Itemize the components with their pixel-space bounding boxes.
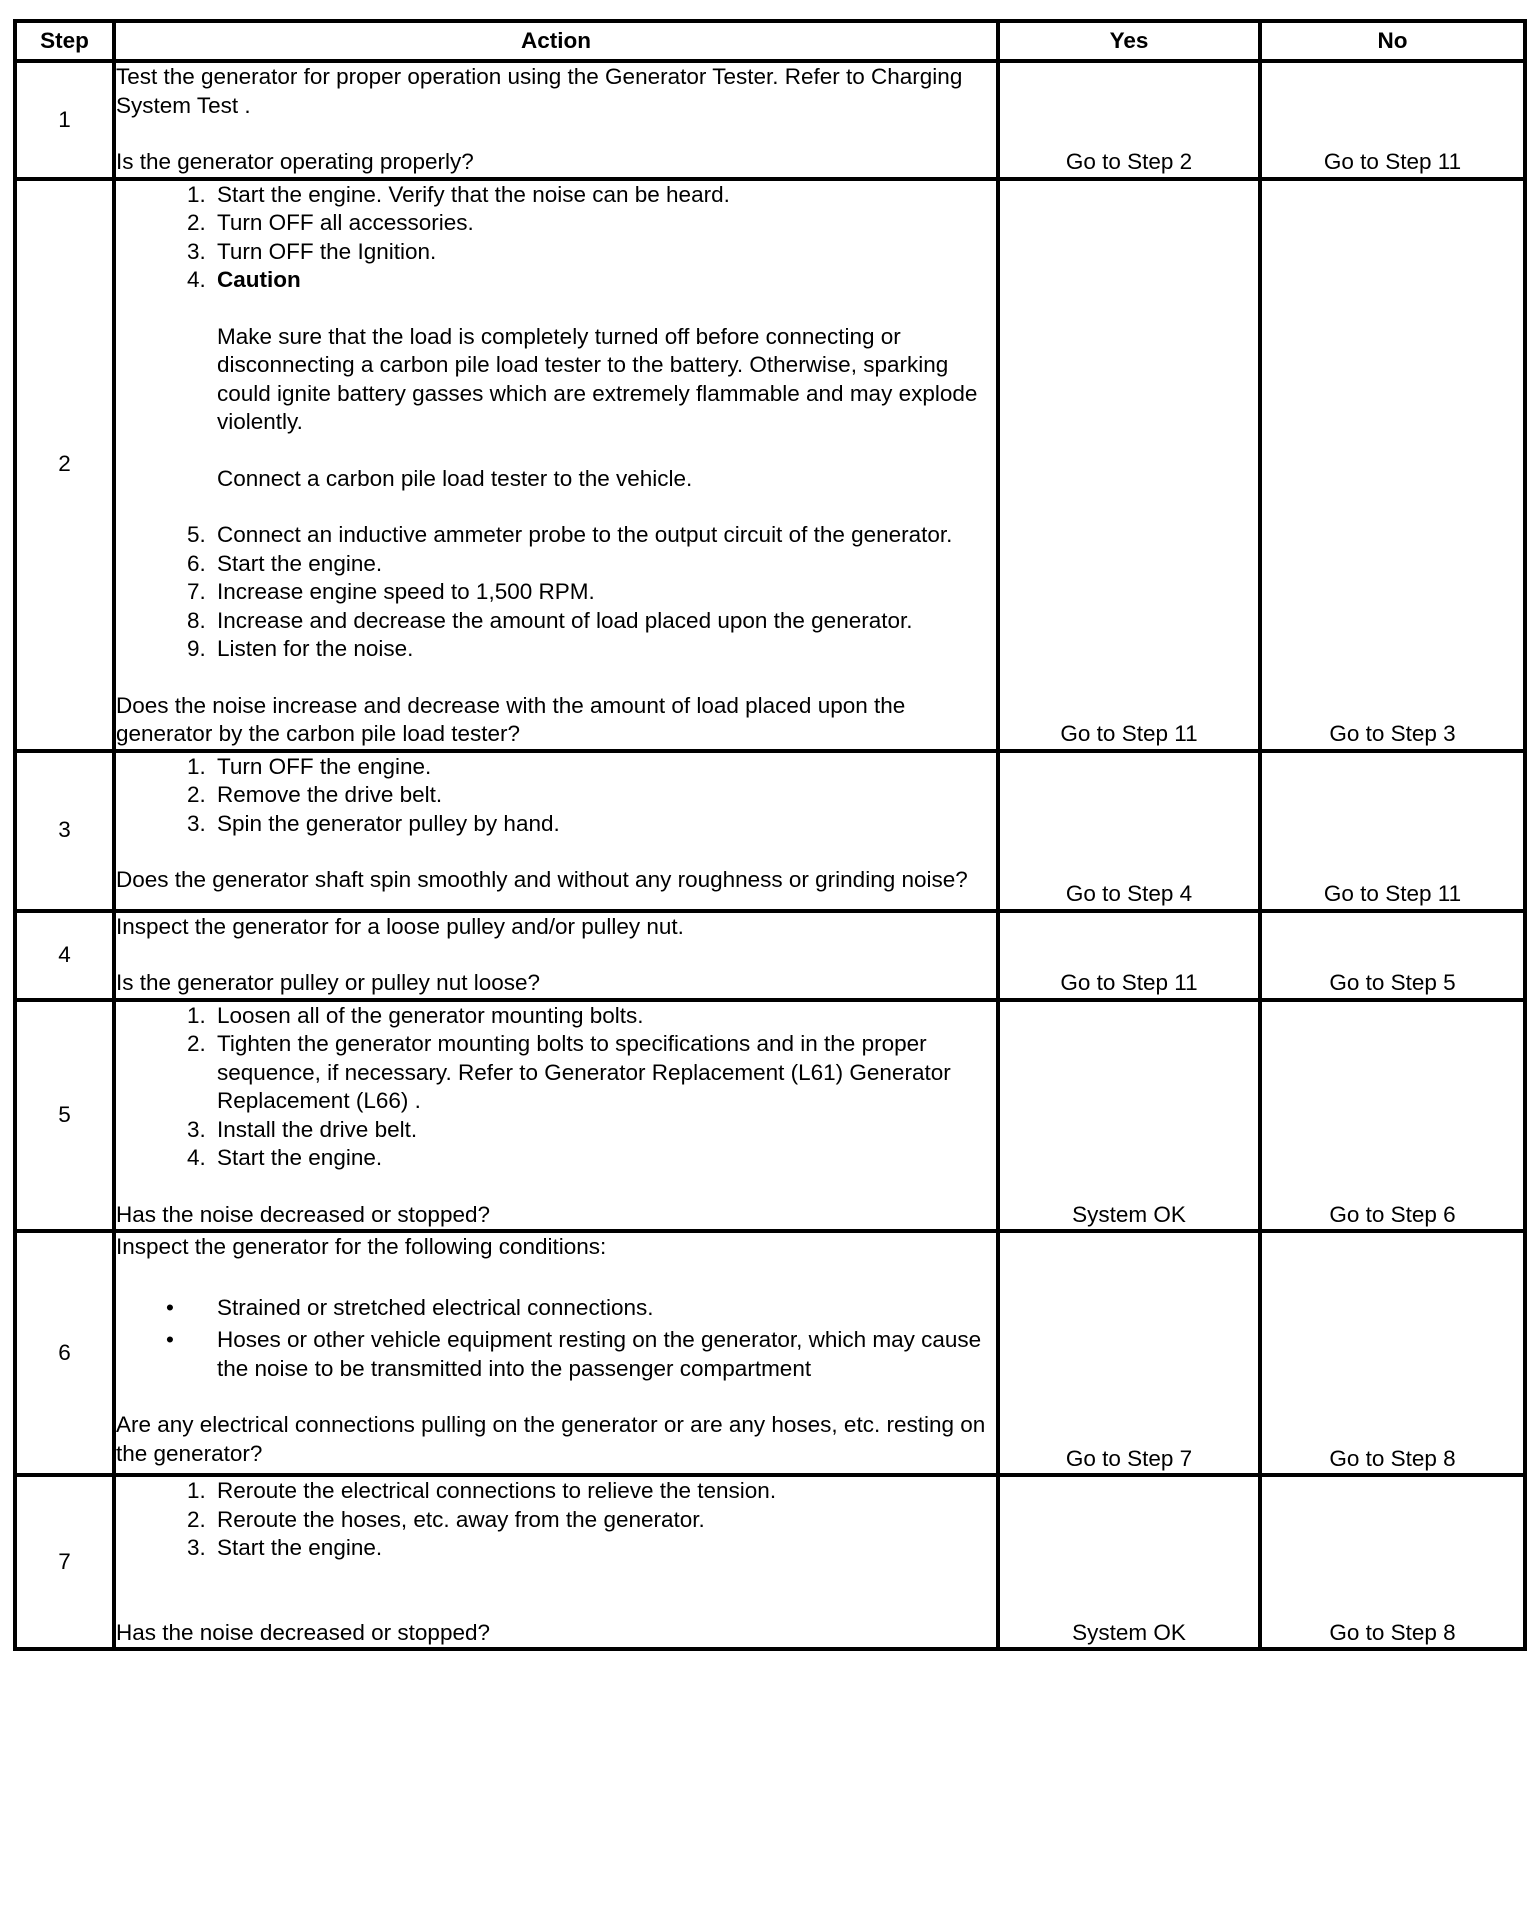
table-row xyxy=(15,61,1525,179)
numbered-list xyxy=(116,1477,996,1563)
list-item: 1. Start the engine. Verify that the noise can be heard. xyxy=(187,181,730,207)
action-question: Is the generator operating properly? xyxy=(116,149,474,174)
action-cell xyxy=(114,61,998,179)
list-item: 3. Install the drive belt. xyxy=(187,1116,418,1142)
header-no: No xyxy=(1260,21,1525,61)
no-cell: Go to Step 6 xyxy=(1260,1000,1525,1232)
yes-cell: Go to Step 2 xyxy=(998,61,1260,179)
list-item: 4. Caution xyxy=(116,266,996,295)
header-action: Action xyxy=(114,21,998,61)
action-question: Has the noise decreased or stopped? xyxy=(116,1619,490,1645)
no-cell: Go to Step 8 xyxy=(1260,1231,1525,1475)
table-row xyxy=(15,1475,1525,1649)
caution-text: Make sure that the load is completely turned off before connecting or disconnecting a carbon pile load tester to the battery. Otherwise, sparking could ignite battery gasses which are extremely flammable and may explode violently. xyxy=(217,323,978,434)
header-step: Step xyxy=(15,21,114,61)
action-cell xyxy=(114,911,998,1000)
numbered-list xyxy=(116,1002,996,1173)
list-item: 8. Increase and decrease the amount of load placed upon the generator. xyxy=(187,607,913,633)
no-cell: Go to Step 11 xyxy=(1260,61,1525,179)
list-item: 2. Tighten the generator mounting bolts to specifications and in the proper sequence, if necessary. Refer to Generator Replacement (L61) Generator Replacement (L66) . xyxy=(187,1031,951,1113)
step-number: 5 xyxy=(15,1000,114,1232)
list-item: 1. Turn OFF the engine. xyxy=(187,753,432,779)
action-question: Has the noise decreased or stopped? xyxy=(116,1201,490,1227)
step-number: 6 xyxy=(15,1231,114,1475)
action-cell xyxy=(114,1231,998,1475)
action-question: Does the noise increase and decrease with the amount of load placed upon the generator by the carbon pile load tester? xyxy=(116,692,906,746)
yes-cell: Go to Step 11 xyxy=(998,911,1260,1000)
list-item: 1. Loosen all of the generator mounting bolts. xyxy=(187,1002,644,1028)
list-item: 3. Spin the generator pulley by hand. xyxy=(187,810,560,836)
list-item: 1. Reroute the electrical connections to relieve the tension. xyxy=(187,1478,777,1503)
list-item: 3. Start the engine. xyxy=(187,1535,383,1560)
caution-heading: Caution xyxy=(217,267,301,292)
table-row xyxy=(15,1000,1525,1232)
action-question: Does the generator shaft spin smoothly and without any roughness or grinding noise? xyxy=(116,867,968,892)
diagnostic-table xyxy=(13,19,1527,1651)
list-item: 2. Remove the drive belt. xyxy=(187,782,443,807)
yes-cell: Go to Step 7 xyxy=(998,1231,1260,1475)
list-item: 2. Turn OFF all accessories. xyxy=(187,210,474,235)
header-yes: Yes xyxy=(998,21,1260,61)
table-row xyxy=(15,1231,1525,1475)
list-item: 9. Listen for the noise. xyxy=(187,636,414,661)
action-text: Inspect the generator for a loose pulley and/or pulley nut. xyxy=(116,913,684,939)
action-cell xyxy=(114,179,998,751)
table-row xyxy=(15,911,1525,1000)
numbered-list xyxy=(116,753,996,839)
step-number: 3 xyxy=(15,751,114,911)
action-cell xyxy=(114,751,998,911)
action-text: Test the generator for proper operation using the Generator Tester. Refer to Charging System Test . xyxy=(116,64,963,118)
list-item: 5. Connect an inductive ammeter probe to the output circuit of the generator. xyxy=(187,522,953,547)
yes-cell: Go to Step 4 xyxy=(998,751,1260,911)
list-item: 4. Start the engine. xyxy=(187,1145,383,1170)
header-row xyxy=(15,21,1525,61)
action-text: Inspect the generator for the following conditions: xyxy=(116,1234,607,1259)
list-item: 3. Turn OFF the Ignition. xyxy=(187,238,437,264)
list-item: • Strained or stretched electrical connections. xyxy=(166,1294,654,1320)
table-row xyxy=(15,751,1525,911)
action-cell xyxy=(114,1000,998,1232)
list-item: • Hoses or other vehicle equipment resting on the generator, which may cause the noise to be transmitted into the passenger compartment xyxy=(166,1327,982,1381)
numbered-list xyxy=(116,521,996,664)
numbered-list xyxy=(116,181,996,295)
step-number: 7 xyxy=(15,1475,114,1649)
step-number: 1 xyxy=(15,61,114,179)
bullet-list xyxy=(116,1294,996,1384)
action-cell xyxy=(114,1475,998,1649)
step-number: 2 xyxy=(15,179,114,751)
list-item: 2. Reroute the hoses, etc. away from the generator. xyxy=(187,1506,705,1532)
list-item: 7. Increase engine speed to 1,500 RPM. xyxy=(187,579,595,604)
action-text: Connect a carbon pile load tester to the vehicle. xyxy=(217,465,693,491)
no-cell: Go to Step 8 xyxy=(1260,1475,1525,1649)
step-number: 4 xyxy=(15,911,114,1000)
list-item: 6. Start the engine. xyxy=(187,550,383,576)
no-cell: Go to Step 11 xyxy=(1260,751,1525,911)
action-question: Are any electrical connections pulling on the generator or are any hoses, etc. resting on the generator? xyxy=(116,1412,986,1466)
table-row xyxy=(15,179,1525,751)
yes-cell: System OK xyxy=(998,1475,1260,1649)
no-cell: Go to Step 5 xyxy=(1260,911,1525,1000)
yes-cell: System OK xyxy=(998,1000,1260,1232)
no-cell: Go to Step 3 xyxy=(1260,179,1525,751)
action-question: Is the generator pulley or pulley nut loose? xyxy=(116,970,541,995)
yes-cell: Go to Step 11 xyxy=(998,179,1260,751)
